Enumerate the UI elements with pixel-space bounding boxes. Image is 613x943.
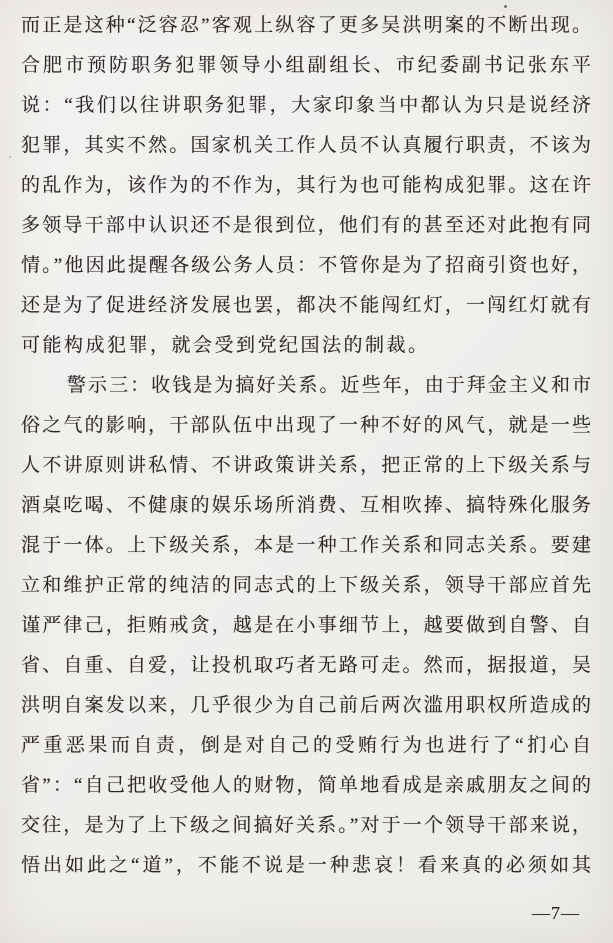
text-line: 立和维护正常的纯洁的同志式的上下级关系，领导干部应首先: [21, 575, 591, 596]
text-line: 悟出如此之“道”，不能不说是一种悲哀！看来真的必须如其: [21, 855, 591, 876]
page-number: —7—: [532, 903, 580, 923]
text-line: 人不讲原则讲私情、不讲政策讲关系，把正常的上下级关系与: [21, 455, 591, 476]
scan-speck: [9, 156, 11, 158]
text-line: 而正是这种“泛容忍”客观上纵容了更多吴洪明案的不断出现。: [21, 15, 591, 36]
text-line: 还是为了促进经济发展也罢，都决不能闯红灯，一闯红灯就有: [21, 295, 591, 316]
text-line: 混于一体。上下级关系，本是一种工作关系和同志关系。要建: [21, 535, 591, 556]
text-line: 严重恶果而自责，倒是对自己的受贿行为也进行了“扪心自: [21, 735, 591, 756]
text-line: 合肥市预防职务犯罪领导小组副组长、市纪委副书记张东平: [21, 55, 591, 76]
text-line: 洪明自案发以来，几乎很少为自己前后两次滥用职权所造成的: [21, 695, 591, 716]
text-line-paragraph-start: 警示三：收钱是为搞好关系。近些年，由于拜金主义和市: [67, 375, 591, 396]
text-line: 多领导干部中认识还不是很到位，他们有的甚至还对此抱有同: [21, 215, 591, 236]
text-line: 说：“我们以往讲职务犯罪，大家印象当中都认为只是说经济: [21, 95, 591, 116]
text-line: 犯罪，其实不然。国家机关工作人员不认真履行职责，不该为: [21, 135, 591, 156]
text-line: 可能构成犯罪，就会受到党纪国法的制裁。: [21, 335, 430, 356]
text-line: 省”：“自己把收受他人的财物，简单地看成是亲戚朋友之间的: [21, 775, 591, 796]
text-line: 省、自重、自爱，让投机取巧者无路可走。然而，据报道，吴: [21, 655, 591, 676]
text-line: 情。”他因此提醒各级公务人员：不管你是为了招商引资也好，: [21, 255, 591, 276]
text-line: 酒桌吃喝、不健康的娱乐场所消费、互相吹捧、搞特殊化服务: [21, 495, 591, 516]
text-line: 俗之气的影响，干部队伍中出现了一种不好的风气，就是一些: [21, 415, 591, 436]
text-line: 交往，是为了上下级之间搞好关系。”对于一个领导干部来说，: [21, 815, 591, 836]
text-line: 谨严律己，拒贿戒贪，越是在小事细节上，越要做到自警、自: [21, 615, 591, 636]
text-line: 的乱作为，该作为的不作为，其行为也可能构成犯罪。这在许: [21, 175, 591, 196]
body-text: [21, 6, 591, 886]
